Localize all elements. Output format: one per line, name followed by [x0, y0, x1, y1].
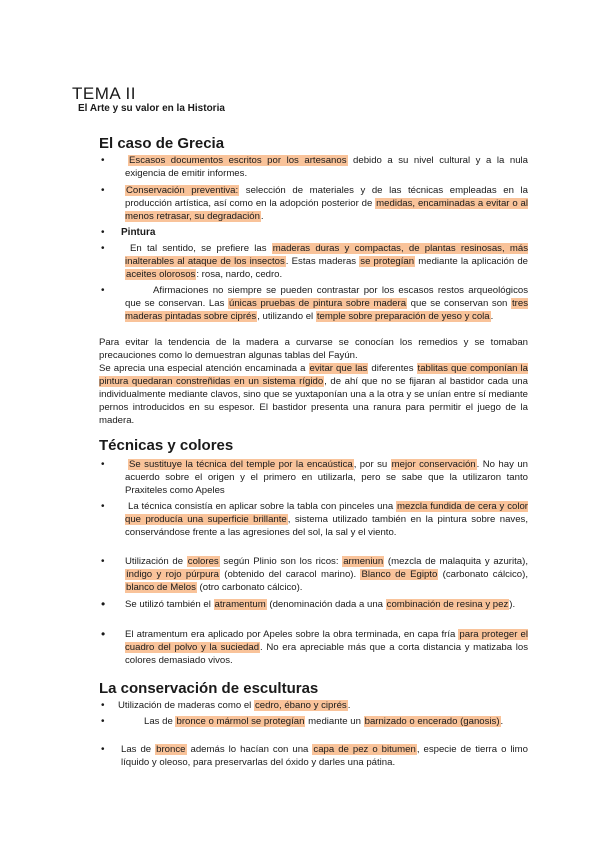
- bullet: •: [101, 700, 105, 711]
- bullet: •: [101, 501, 105, 512]
- highlight: armeniun: [343, 556, 384, 567]
- paragraph-tecnicas-2: [125, 500, 528, 539]
- text: , por su: [353, 459, 391, 470]
- section-heading-esculturas: La conservación de esculturas: [99, 680, 319, 697]
- paragraph-tecnicas-3: [125, 555, 528, 594]
- highlight: blanco de Melos: [126, 582, 196, 594]
- paragraph-esculturas-3: [121, 743, 528, 769]
- text: Afirmaciones no siempre se pueden contrastar por los escasos restos arqueológicos que se conservan. Las: [125, 285, 528, 310]
- text: . No hay un acuerdo sobre el origen y el primero en utilizarla, pero se sabe que la utilizaron tanto Praxiteles como Apeles: [125, 459, 528, 497]
- highlight: mezcla fundida de cera y color que producía una superficie brillante: [125, 501, 528, 526]
- highlight: índigo y rojo púrpura: [126, 569, 219, 581]
- text: Las de: [144, 716, 176, 727]
- text: (denominación dada a una: [266, 599, 386, 610]
- text: debido a su nivel cultural y a la nula exigencia de emitir informes.: [125, 155, 528, 180]
- text: .: [500, 716, 504, 727]
- highlight: medidas, encaminadas a evitar o al menos retrasar, su degradación: [125, 198, 529, 223]
- text: mediante la aplicación de: [415, 256, 529, 268]
- text: , utilizando el: [257, 311, 316, 323]
- bullet: •: [101, 227, 105, 238]
- text: además lo hacían con una: [186, 744, 313, 755]
- section-heading-tecnicas: Técnicas y colores: [99, 437, 234, 454]
- text: diferentes: [368, 363, 417, 374]
- page-title: TEMA II: [72, 84, 136, 103]
- highlight: se protegían: [360, 256, 415, 268]
- section-heading-grecia: El caso de Grecia: [99, 135, 225, 152]
- highlight: colores: [187, 556, 219, 567]
- text: , sistema utilizado también en la pintura sobre naves, conservándose frente a las agresiones del sol, la sal y el viento.: [125, 514, 529, 539]
- paragraph-grecia-3: [125, 242, 528, 281]
- bullet: •: [101, 597, 106, 611]
- subheading-pintura: Pintura: [121, 227, 156, 238]
- bullet: •: [101, 556, 105, 567]
- text: (obtenido del caracol marino).: [219, 569, 361, 581]
- highlight: capa de pez o bitumen: [313, 744, 416, 755]
- bullet: •: [101, 744, 105, 755]
- text: (otro carbonato cálcico).: [196, 582, 303, 594]
- highlight: bronce: [156, 744, 186, 755]
- highlight: tablitas que componían la pintura quedaran constreñidas en un sistema rígido: [99, 363, 528, 388]
- text: , de ahí que no se fijaran al bastidor cada una individualmente mediante clavos, sino que se yuxtaponían una a la otra y se unían entre sí mediante pernos introducidos en su espesor. El bastidor presenta una ranura para permitir el juego de la madera.: [99, 376, 528, 427]
- paragraph-tecnicas-5: [125, 628, 528, 667]
- text: (mezcla de malaquita y azurita),: [384, 556, 528, 567]
- text: que se conservan son: [407, 298, 512, 310]
- text: Se aprecia una especial atención encaminada a: [99, 363, 309, 374]
- highlight: bronce o mármol se protegían: [176, 716, 305, 727]
- highlight: evitar que las: [309, 363, 368, 374]
- text: Utilización de: [125, 556, 187, 567]
- highlight: Blanco de Egipto: [361, 569, 438, 581]
- text: Se utilizó también el: [125, 599, 214, 610]
- highlight: temple sobre preparación de yeso y cola: [316, 311, 490, 323]
- paragraph-esculturas-1: [118, 699, 528, 712]
- bullet: •: [101, 243, 105, 254]
- highlight: combinación de resina y pez: [386, 599, 509, 610]
- text: Las de: [121, 744, 156, 755]
- paragraph-grecia-5: Para evitar la tendencia de la madera a curvarse se conocían los remedios y se tomaban precauciones como lo demuestran algunas tablas del Fayún.: [99, 337, 528, 362]
- text: ).: [509, 599, 516, 610]
- bullet: •: [101, 627, 106, 641]
- text: .: [490, 311, 494, 323]
- highlight: barnizado o encerado (ganosis): [364, 716, 500, 727]
- text: Utilización de maderas como el: [118, 700, 254, 711]
- highlight: cedro, ébano y ciprés: [254, 700, 347, 711]
- bullet: •: [101, 155, 105, 166]
- text: (carbonato cálcico),: [438, 569, 528, 581]
- text: según Plinio son los ricos:: [219, 556, 343, 567]
- paragraph-tecnicas-4: [125, 598, 528, 611]
- text: . No era apreciable más que a corta distancia y matizaba los colores demasiado vivos.: [125, 642, 529, 667]
- bullet: •: [101, 185, 105, 196]
- text: mediante un: [305, 716, 364, 727]
- highlight: Conservación preventiva:: [126, 185, 239, 196]
- text: : rosa, nardo, cedro.: [196, 269, 283, 281]
- text: El atramentum era aplicado por Apeles sobre la obra terminada, en capa fría: [125, 629, 459, 640]
- highlight: para proteger el cuadro del polvo y la suciedad: [125, 629, 528, 654]
- bullet: •: [101, 285, 105, 296]
- paragraph-grecia-6: [99, 362, 528, 427]
- paragraph-grecia-1: [125, 154, 528, 180]
- text: .: [260, 211, 264, 223]
- text: , especie de tierra o limo líquido y oleoso, para preservarlas del óxido y darles una pátina.: [121, 744, 529, 769]
- highlight: Se sustituye la técnica del temple por la encaústica: [129, 459, 353, 470]
- highlight: Escasos documentos escritos por los artesanos: [129, 155, 347, 166]
- highlight: atramentum: [214, 599, 266, 610]
- highlight: tres maderas pintadas sobre ciprés: [125, 298, 529, 323]
- highlight: mejor conservación: [391, 459, 476, 470]
- paragraph-grecia-4: [125, 284, 528, 323]
- paragraph-esculturas-2: [125, 715, 528, 728]
- paragraph-grecia-2: [125, 184, 528, 223]
- text: . Estas maderas: [285, 256, 360, 268]
- highlight: únicas pruebas de pintura sobre madera: [229, 298, 407, 310]
- highlight: maderas duras y compactas, de plantas resinosas, más inalterables al ataque de los insectos: [125, 243, 528, 268]
- highlight: aceites olorosos: [126, 269, 196, 281]
- bullet: •: [101, 459, 105, 470]
- text: .: [347, 700, 351, 711]
- bullet: •: [101, 716, 105, 727]
- text: selección de materiales y de las técnicas empleadas en la producción artística, así como en la adopción posterior de: [125, 185, 528, 210]
- text: En tal sentido, se prefiere las: [130, 243, 272, 254]
- page-subtitle: El Arte y su valor en la Historia: [78, 103, 225, 114]
- text: La técnica consistía en aplicar sobre la tabla con pinceles una: [128, 501, 397, 512]
- paragraph-tecnicas-1: [125, 458, 528, 497]
